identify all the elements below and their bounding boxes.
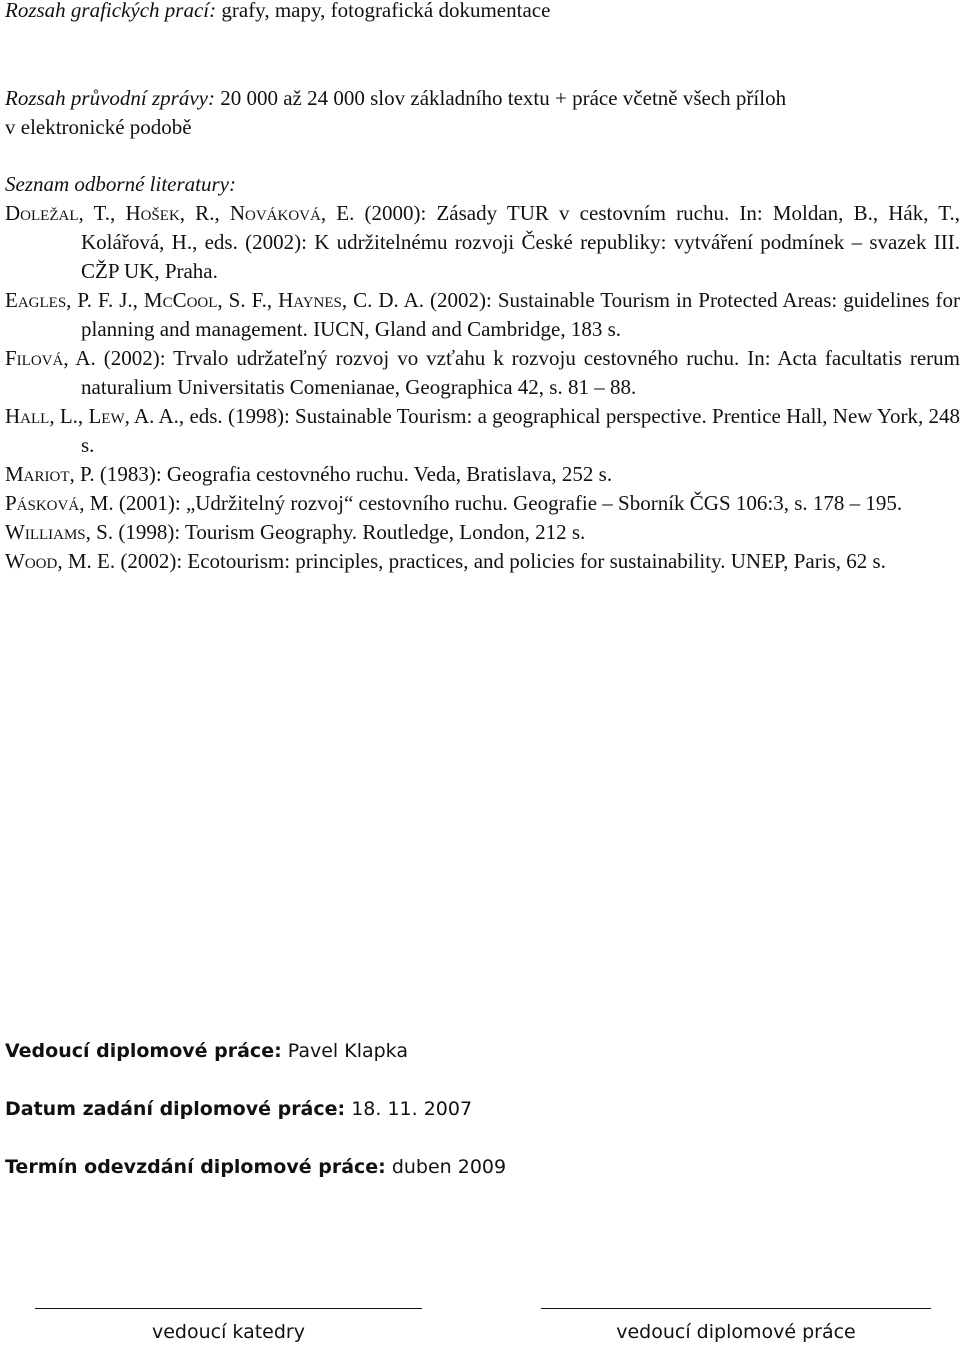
literature-item [5, 460, 960, 489]
assignment-date-line [5, 1096, 472, 1122]
submission-deadline-value: duben 2009 [391, 1156, 507, 1178]
author-initials: , S. [85, 520, 119, 544]
literature-item [5, 518, 960, 547]
author-initials: , L., [49, 404, 89, 428]
literature-item [5, 402, 960, 460]
author-surname: Lew [88, 404, 125, 428]
scope-report-label: Rozsah průvodní zprávy: [5, 86, 215, 110]
signature-line-right [541, 1308, 931, 1309]
literature-item [5, 199, 960, 286]
reference-text: (1998): Sustainable Tourism: a geographical perspective. Prentice Hall, New York, 248 s. [81, 404, 960, 457]
assignment-date-value: 18. 11. 2007 [351, 1098, 473, 1120]
signature-caption-left: vedoucí katedry [152, 1321, 305, 1343]
signature-line-left [35, 1308, 422, 1309]
author-surname: Nováková [229, 201, 321, 225]
assignment-date-label: Datum zadání diplomové práce: [5, 1098, 346, 1120]
author-surname: Eagles [5, 288, 67, 312]
reference-text: (2002): Ecotourism: principles, practices, and policies for sustainability. UNEP, Paris, 62 s. [120, 549, 886, 573]
scope-graphic-value: grafy, mapy, fotografická dokumentace [221, 0, 551, 22]
reference-text: (2002): Trvalo udržateľný rozvoj vo vzťahu k rozvoju cestovného ruchu. In: Acta facultatis rerum naturalium Universitatis Comenianae, Geographica 42, s. 81 – 88. [81, 346, 960, 399]
author-initials: , A. A., eds. [124, 404, 228, 428]
author-initials: , T., [78, 201, 126, 225]
author-surname: Mariot [5, 462, 70, 486]
author-surname: Haynes [278, 288, 342, 312]
author-initials: , M. [79, 491, 119, 515]
author-surname: Doležal [5, 201, 79, 225]
submission-deadline-line [5, 1154, 506, 1180]
author-initials: , C. D. A. [341, 288, 431, 312]
author-initials: , M. E. [57, 549, 121, 573]
scope-report-line-1 [5, 84, 957, 113]
scope-report-value-1: 20 000 až 24 000 slov základního textu + práce včetně všech příloh [220, 86, 787, 110]
submission-deadline-label: Termín odevzdání diplomové práce: [5, 1156, 386, 1178]
supervisor-label: Vedoucí diplomové práce: [5, 1040, 282, 1062]
scope-graphic-line [5, 0, 957, 25]
reference-text: (2002): Sustainable Tourism in Protected Areas: guidelines for planning and management. IUCN, Gland and Cambridge, 183 s. [81, 288, 960, 341]
author-initials: , P. F. J., [66, 288, 144, 312]
reference-text: (1983): Geografia cestovného ruchu. Veda, Bratislava, 252 s. [99, 462, 613, 486]
author-surname: Williams [5, 520, 86, 544]
scope-report-value-2: v elektronické podobě [5, 115, 192, 139]
supervisor-line [5, 1038, 408, 1064]
author-surname: Hošek [125, 201, 180, 225]
literature-item [5, 547, 960, 576]
author-initials: , R., [179, 201, 230, 225]
author-surname: Hall [5, 404, 50, 428]
scope-graphic-label: Rozsah grafických prací: [5, 0, 217, 22]
author-surname: Pásková [5, 491, 80, 515]
literature-heading: Seznam odborné literatury: [5, 172, 236, 196]
author-initials: , P. [69, 462, 100, 486]
literature-list [5, 199, 960, 576]
literature-item [5, 286, 960, 344]
reference-text: (2001): „Udržitelný rozvoj“ cestovního ruchu. Geografie – Sborník ČGS 106:3, s. 178 – 195. [118, 491, 903, 515]
supervisor-value: Pavel Klapka [287, 1040, 408, 1062]
author-surname: Filová [5, 346, 64, 370]
author-surname: McCool [143, 288, 218, 312]
reference-text: (2000): Zásady TUR v cestovním ruchu. In: Moldan, B., Hák, T., Kolářová, H., eds. (2002): K udržitelnému rozvoji České republiky: vytváření podmínek – svazek III. CŽP UK, Praha. [81, 201, 960, 283]
author-initials: , A. [63, 346, 104, 370]
scope-report-block [5, 84, 957, 142]
author-surname: Wood [5, 549, 58, 573]
reference-text: (1998): Tourism Geography. Routledge, London, 212 s. [118, 520, 586, 544]
literature-item [5, 489, 960, 518]
author-initials: , E. [320, 201, 365, 225]
literature-item [5, 344, 960, 402]
author-initials: , S. F., [217, 288, 279, 312]
signature-caption-right: vedoucí diplomové práce [616, 1321, 856, 1343]
